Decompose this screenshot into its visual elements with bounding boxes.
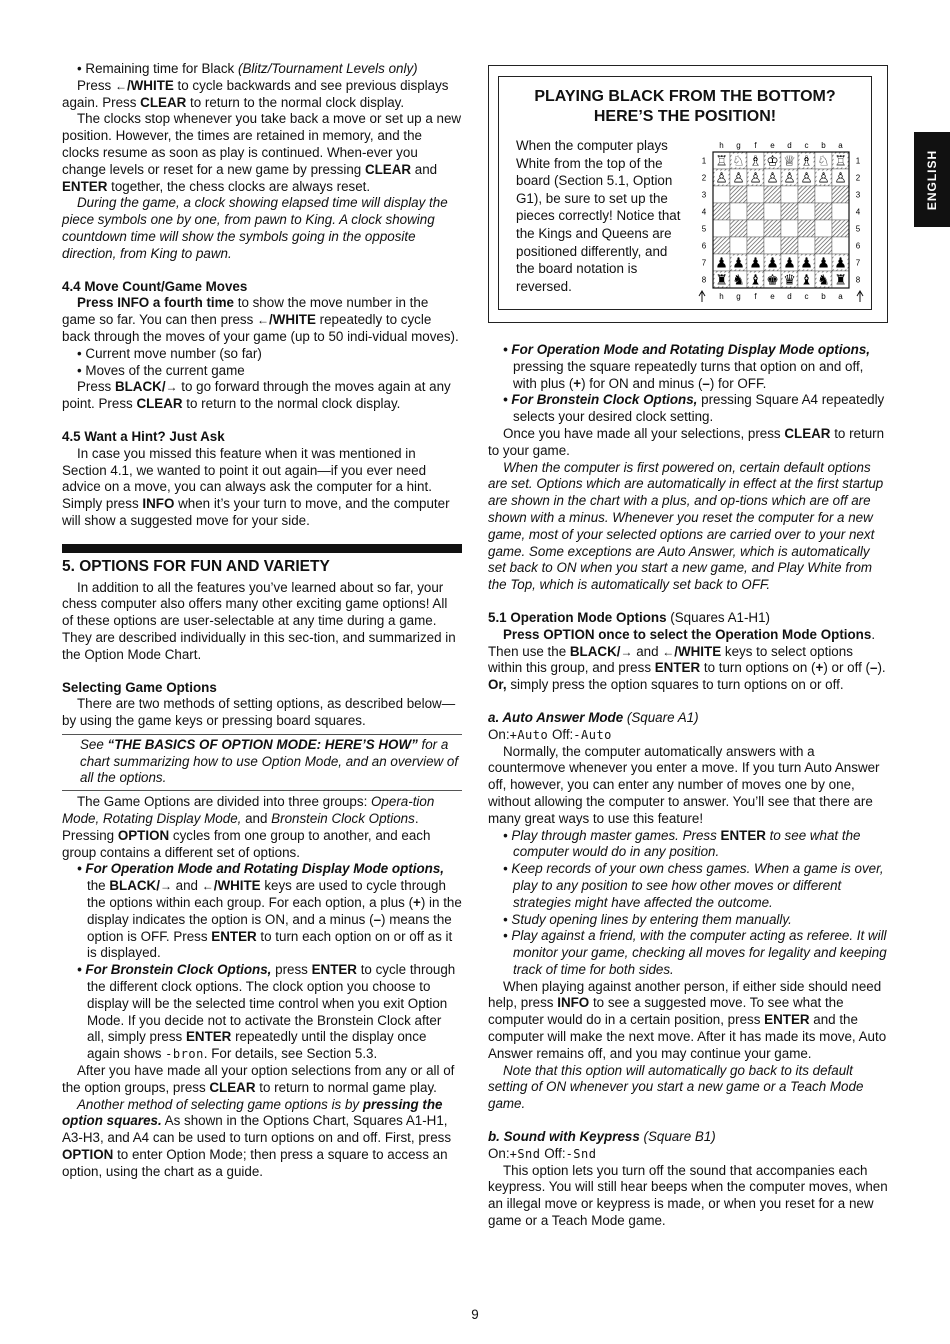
rank-label: 2	[701, 173, 707, 183]
left-column	[62, 61, 462, 1181]
section-divider	[62, 544, 462, 553]
right-arrow-icon: →	[165, 380, 178, 395]
file-label: a	[838, 141, 843, 150]
rank-label: 4	[855, 207, 861, 217]
chess-piece-icon: ♔	[766, 153, 779, 170]
sidebar-box	[488, 65, 888, 323]
chess-piece-icon: ♘	[732, 153, 745, 170]
rank-label: 3	[701, 190, 707, 200]
board-square	[832, 203, 849, 220]
board-square	[764, 220, 781, 237]
rank-label: 4	[701, 207, 707, 217]
list-item: • Current move number (so far)	[77, 345, 262, 361]
board-square	[815, 237, 832, 254]
board-square	[764, 186, 781, 203]
section-heading-4-5: 4.5 Want a Hint? Just Ask	[62, 428, 225, 444]
chess-piece-icon: ♗	[800, 153, 813, 170]
right-arrow-icon: →	[620, 644, 633, 659]
board-square	[781, 220, 798, 237]
board-square	[730, 237, 747, 254]
file-label: h	[719, 141, 724, 150]
left-arrow-icon: ←	[201, 879, 214, 894]
paragraph: Press OPTION once to select the Operation Mode Options. Then use the BLACK/→ and ←/WHITE keys to select options within this group, and press ENTER to turn options on (+) or off (–). Or, simply press the option squares to turn options on or off.	[488, 626, 886, 693]
chess-piece-icon: ♙	[834, 170, 847, 187]
paragraph: • Remaining time for Black (Blitz/Tournament Levels only)	[77, 61, 418, 76]
board-square	[832, 237, 849, 254]
right-column	[488, 342, 888, 1230]
file-label: g	[736, 292, 741, 301]
rank-label: 6	[701, 241, 707, 251]
display-readout: -bron	[165, 1047, 204, 1062]
chess-piece-icon: ♟	[766, 255, 779, 272]
option-heading-sound: b. Sound with Keypress (Square B1)	[488, 1129, 716, 1145]
file-label: f	[754, 292, 757, 301]
file-label: c	[804, 292, 809, 301]
chess-piece-icon: ♕	[783, 153, 796, 170]
file-label: d	[787, 141, 792, 150]
page-number: 9	[471, 1307, 479, 1322]
list-item: • For Operation Mode and Rotating Display Mode options, the BLACK/→ and ←/WHITE keys are used to cycle through the options within each group. For each option, a plus (+) in the display indicates the option is ON, and a minus (–) means the option is OFF. Press ENTER to turn each option on or off as it is displayed.	[77, 861, 462, 961]
file-label: d	[787, 292, 792, 301]
rank-label: 8	[701, 275, 707, 285]
chess-piece-icon: ♟	[749, 255, 762, 272]
paragraph: When the computer is first powered on, certain default options are set. Options which are automatically in effect at the first startup are shown in the chart with a plus, and op-tions which are off are shown with a minus. Whenever you reset the computer for a new game, most of your selected options are carried over to your next game. Some exceptions are Auto Answer, which is automatically set back to ON when you start a new game, and Play White from the Top, which is automatically set back to OFF.	[488, 459, 884, 593]
list-item: • For Operation Mode and Rotating Display Mode options, pressing the square repeatedly turns that option on and off, with plus (+) for ON and minus (–) for OFF.	[503, 342, 870, 391]
paragraph: Press ←/WHITE to cycle backwards and see previous displays again. Press CLEAR to return to the normal clock display.	[62, 77, 449, 110]
list-item: • Moves of the current game	[77, 362, 245, 378]
chess-piece-icon: ♞	[817, 272, 830, 289]
note-box: See “THE BASICS OF OPTION MODE: HERE’S HOW” for a chart summarizing how to use Option Mode, and an overview of all the options.	[62, 734, 462, 791]
chess-piece-icon: ♟	[715, 255, 728, 272]
chess-piece-icon: ♜	[715, 272, 728, 289]
file-label: e	[770, 141, 775, 150]
board-square	[815, 203, 832, 220]
chess-piece-icon: ♙	[715, 170, 728, 187]
paragraph: In addition to all the features you’ve learned about so far, your chess computer also offers many other exciting game options! All of these options are user-selectable at any time during a game. They are described individually in this sec-tion, and summarized in the Option Mode Chart.	[62, 579, 456, 662]
rank-label: 6	[855, 241, 861, 251]
chess-piece-icon: ♗	[749, 153, 762, 170]
rank-label: 5	[701, 224, 707, 234]
file-label: b	[821, 292, 826, 301]
chess-piece-icon: ♖	[715, 153, 728, 170]
board-square	[798, 220, 815, 237]
rank-label: 8	[855, 275, 861, 285]
list-item: • Play through master games. Press ENTER to see what the computer would do in any position.	[503, 827, 861, 860]
paragraph: When playing against another person, if either side should need help, press INFO to see a suggested move. To see what the computer would do in a certain position, press ENTER and the computer will make the next move. After it has made its move, Auto Answer remains off, and you may continue your game.	[488, 978, 887, 1061]
paragraph: During the game, a clock showing elapsed time will display the piece symbols one by one, from pawn to King. A clock showing countdown time will show the symbols going in the opposite direction, from King to pawn.	[62, 195, 448, 261]
chess-piece-icon: ♘	[817, 153, 830, 170]
rank-label: 2	[855, 173, 861, 183]
chess-piece-icon: ♟	[817, 255, 830, 272]
option-heading-auto-answer: a. Auto Answer Mode (Square A1)	[488, 709, 699, 725]
file-label: b	[821, 141, 826, 150]
chess-piece-icon: ♙	[817, 170, 830, 187]
board-square	[730, 203, 747, 220]
file-label: c	[804, 141, 809, 150]
chess-piece-icon: ♟	[834, 255, 847, 272]
paragraph: After you have made all your option selections from any or all of the option groups, press CLEAR to return to normal game play.	[62, 1063, 455, 1095]
section-heading-5-1: 5.1 Operation Mode Options (Squares A1-H1)	[488, 609, 771, 625]
left-arrow-icon: ←	[114, 78, 127, 93]
list-item: • For Bronstein Clock Options, pressing Square A4 repeatedly selects your desired clock setting.	[503, 392, 885, 425]
paragraph: This option lets you turn off the sound that accompanies each keypress. You will still hear beeps when the computer moves, when an illegal move or keypress is made, or when you reset for a new game or a Teach Mode game.	[488, 1162, 888, 1229]
file-label: h	[719, 292, 724, 301]
paragraph: The Game Options are divided into three groups: Opera-tion Mode, Rotating Display Mode, and Bronstein Clock Options. Pressing OPTION cycles from one group to another, and each group contains a different set of options.	[62, 794, 435, 860]
chess-piece-icon: ♝	[800, 272, 813, 289]
chess-piece-icon: ♙	[732, 170, 745, 187]
chess-piece-icon: ♛	[783, 272, 796, 289]
board-square	[815, 220, 832, 237]
rank-label: 7	[855, 258, 861, 268]
chess-piece-icon: ♙	[766, 170, 779, 187]
board-square	[798, 237, 815, 254]
chess-piece-icon: ♙	[749, 170, 762, 187]
board-square	[781, 186, 798, 203]
board-square	[730, 186, 747, 203]
board-square	[747, 237, 764, 254]
rank-label: 5	[855, 224, 861, 234]
board-square	[764, 237, 781, 254]
box-text: When the computer plays White from the top of the board (Section 5.1, Option G1), be sure to set up the pieces correctly! Notice that the Kings and Queens are positioned differently, and the board notation is reversed.	[516, 138, 681, 294]
rank-label: 7	[701, 258, 707, 268]
left-arrow-icon: ←	[257, 313, 270, 328]
board-square	[713, 237, 730, 254]
board-square	[713, 203, 730, 220]
board-square	[781, 237, 798, 254]
paragraph: Note that this option will automatically go back to its default setting of ON whenever you start a new game or a Teach Mode game.	[488, 1062, 864, 1112]
left-arrow-icon: ←	[662, 644, 675, 659]
list-item: • For Bronstein Clock Options, press ENTER to cycle through the different clock options. The clock option you choose to display will be the selected time control when you exit Option Mode. If you decide not to activate the Bronstein Clock after all, simply press ENTER repeatedly until the display once again shows -bron. For details, see Section 5.3.	[77, 962, 456, 1062]
up-arrow-icon	[857, 291, 863, 302]
paragraph: Once you have made all your selections, press CLEAR to return to your game.	[488, 425, 885, 458]
board-square	[747, 220, 764, 237]
board-square	[832, 220, 849, 237]
on-off-display: On:+Auto Off:-Auto	[488, 726, 612, 742]
chess-piece-icon: ♖	[834, 153, 847, 170]
paragraph: Another method of selecting game options is by pressing the option squares. As shown in the Options Chart, Squares A1-H1, A3-H3, and A4 can be used to turn options on and off. First, press OPTION to enter Option Mode; then press a square to access an option, using the chart as a guide.	[62, 1096, 452, 1179]
paragraph: Press INFO a fourth time to show the move number in the game so far. You can then press ←/WHITE repeatedly to cycle back through the moves of your game (up to 50 indi-vidual moves).	[62, 295, 459, 344]
board-square	[832, 186, 849, 203]
rank-label: 1	[701, 156, 707, 166]
file-label: a	[838, 292, 843, 301]
file-label: e	[770, 292, 775, 301]
list-item: • Play against a friend, with the computer acting as referee. It will monitor your game, checking all moves for legality and keeping track of time for both sides.	[503, 928, 887, 977]
right-arrow-icon: →	[159, 879, 172, 894]
board-square	[730, 220, 747, 237]
board-square	[815, 186, 832, 203]
board-square	[713, 220, 730, 237]
box-title: PLAYING BLACK FROM THE BOTTOM? HERE’S THE POSITION!	[534, 88, 836, 125]
chessboard-diagram	[695, 136, 867, 306]
on-off-display: On:+Snd Off:-Snd	[488, 1145, 597, 1161]
language-tab	[914, 132, 950, 227]
board-square	[781, 203, 798, 220]
chess-piece-icon: ♟	[783, 255, 796, 272]
language-tab-label: ENGLISH	[925, 149, 939, 210]
chess-piece-icon: ♝	[749, 272, 762, 289]
file-label: f	[754, 141, 757, 150]
section-heading-4-4: 4.4 Move Count/Game Moves	[62, 278, 248, 294]
chess-piece-icon: ♟	[800, 255, 813, 272]
board-square	[798, 186, 815, 203]
paragraph: Normally, the computer automatically answers with a countermove whenever you enter a move. If you turn Auto Answer off, however, you can enter any number of moves one by one, without allowing the computer to answer. You’ll see that there are many great ways to use this feature!	[488, 743, 880, 826]
list-item: • Study opening lines by entering them manually.	[503, 911, 792, 927]
board-square	[747, 203, 764, 220]
chess-piece-icon: ♙	[800, 170, 813, 187]
chess-piece-icon: ♜	[834, 272, 847, 289]
rank-label: 3	[855, 190, 861, 200]
chess-piece-icon: ♟	[732, 255, 745, 272]
section-heading-5: 5. OPTIONS FOR FUN AND VARIETY	[62, 557, 330, 575]
chess-piece-icon: ♙	[783, 170, 796, 187]
rank-label: 1	[855, 156, 861, 166]
board-square	[747, 186, 764, 203]
file-label: g	[736, 141, 741, 150]
paragraph: Press BLACK/→ to go forward through the moves again at any point. Press CLEAR to return to the normal clock display.	[62, 379, 451, 412]
paragraph: In case you missed this feature when it was mentioned in Section 4.1, we wanted to point it out again—if you ever need advice on a move, you can always ask the computer for a hint. Simply press INFO when it’s your turn to move, and the computer will show a suggested move for your side.	[62, 445, 450, 528]
chess-piece-icon: ♞	[732, 272, 745, 289]
board-square	[764, 203, 781, 220]
paragraph: The clocks stop whenever you take back a move or set up a new position. However, the times are retained in memory, and the clocks resume as soon as play is continued. When-ever you change levels or reset for a new game by pressing CLEAR and ENTER together, the chess clocks are always reset.	[62, 111, 462, 194]
board-square	[798, 203, 815, 220]
subsection-heading: Selecting Game Options	[62, 679, 217, 695]
chess-piece-icon: ♚	[766, 272, 779, 289]
paragraph: There are two methods of setting options, as described below—by using the game keys or pressing board squares.	[62, 696, 456, 729]
board-square	[713, 186, 730, 203]
up-arrow-icon	[699, 291, 705, 302]
list-item: • Keep records of your own chess games. When a game is over, play to any position to see how other moves or different strategies might have affected the outcome.	[503, 861, 884, 910]
sidebar-box-inner	[498, 76, 872, 310]
